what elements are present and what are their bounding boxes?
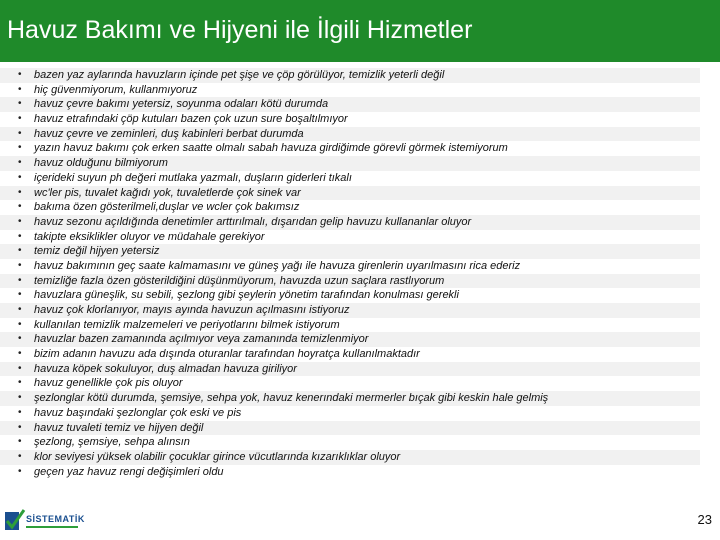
list-item — [0, 215, 700, 230]
page-number: 23 — [697, 512, 712, 527]
list-item — [0, 83, 700, 98]
slide-title: Havuz Bakımı ve Hijyeni ile İlgili Hizmetler — [7, 16, 473, 44]
list-item-text: takipte eksiklikler oluyor ve müdahale gerekiyor — [34, 230, 265, 243]
list-item-text: havuz başındaki şezlonglar çok eski ve pis — [34, 406, 242, 419]
logo-text: SİSTEMATİK — [26, 514, 85, 524]
list-item — [0, 435, 700, 450]
list-item — [0, 406, 700, 421]
bullet-icon: • — [18, 304, 22, 315]
list-item — [0, 362, 700, 377]
list-item — [0, 376, 700, 391]
list-item-text: şezlonglar kötü durumda, şemsiye, sehpa yok, havuz kenerındaki mermerler bıçak gibi keskin hale gelmiş — [34, 392, 549, 405]
list-item — [0, 127, 700, 142]
bullet-icon: • — [18, 113, 22, 125]
bullet-icon: • — [18, 333, 22, 345]
list-item-text: havuz etrafındaki çöp kutuları bazen çok uzun sure boşaltılmıyor — [34, 113, 348, 126]
list-item — [0, 347, 700, 362]
bullet-icon: • — [18, 69, 22, 80]
list-item — [0, 244, 700, 259]
bullet-icon: • — [18, 362, 22, 374]
sistematik-logo — [4, 506, 84, 536]
bullet-icon: • — [18, 142, 22, 154]
list-item-text: havuz çok klorlanıyor, mayıs ayında havuzun açılmasını istiyoruz — [34, 304, 350, 316]
list-item-text: wc'ler pis, tuvalet kağıdı yok, tuvaletlerde çok sinek var — [34, 186, 301, 199]
list-item-text: bizim adanın havuzu ada dışında oturanlar tarafından hoyratça kullanılmaktadır — [34, 348, 420, 361]
list-item-text: klor seviyesi yüksek olabilir çocuklar girince vücutlarında kızarıklıklar oluyor — [34, 450, 401, 463]
list-item-text: içerideki suyun ph değeri mutlaka yazmalı, duşların giderleri tıkalı — [34, 171, 352, 184]
list-item — [0, 156, 700, 171]
list-item-text: havuz çevre ve zeminleri, duş kabinleri berbat durumda — [34, 127, 304, 140]
list-item-text: bazen yaz aylarında havuzların içinde pet şişe ve çöp görülüyor, temizlik yeterli değil — [34, 69, 445, 81]
list-item-text: havuz bakımının geç saate kalmamasını ve güneş yağı ile havuza girenlerin uyarılmasını rica ederiz — [34, 259, 521, 272]
list-item — [0, 303, 700, 318]
bullet-icon: • — [18, 436, 22, 448]
list-item — [0, 200, 700, 215]
list-item-text: temiz değil hijyen yetersiz — [34, 245, 160, 258]
bullet-icon: • — [18, 392, 22, 404]
list-item — [0, 450, 700, 465]
bullet-icon: • — [18, 245, 22, 257]
logo-underline — [26, 526, 78, 528]
list-item — [0, 230, 700, 245]
bullet-list — [0, 68, 720, 479]
bullet-icon: • — [18, 230, 22, 242]
list-item-text: havuz çevre bakımı yetersiz, soyunma odaları kötü durumda — [34, 98, 329, 111]
bullet-icon: • — [18, 348, 22, 360]
bullet-icon: • — [18, 318, 22, 330]
bullet-icon: • — [18, 98, 22, 110]
bullet-icon: • — [18, 157, 22, 169]
check-mark-icon — [4, 508, 26, 534]
bullet-icon: • — [18, 83, 22, 95]
list-item — [0, 141, 700, 156]
list-item — [0, 259, 700, 274]
list-item-text: yazın havuz bakımı çok erken saatte olmalı sabah havuza girdiğimde görevli görmek istemiyorum — [34, 142, 508, 155]
list-item — [0, 68, 700, 83]
list-item — [0, 421, 700, 436]
list-item-text: havuzlara güneşlik, su sebili, şezlong gibi şeylerin yönetim tarafından konulması gerekli — [34, 289, 459, 302]
list-item-text: kullanılan temizlik malzemeleri ve periyotlarını bilmek istiyorum — [34, 318, 340, 331]
list-item-text: geçen yaz havuz rengi değişimleri oldu — [34, 465, 224, 478]
list-item-text: havuz tuvaleti temiz ve hijyen değil — [34, 421, 204, 434]
bullet-icon: • — [18, 259, 22, 271]
list-item-text: bakıma özen gösterilmeli,duşlar ve wcler çok bakımsız — [34, 201, 300, 214]
list-item-text: havuz genellikle çok pis oluyor — [34, 377, 183, 390]
list-item-text: havuzlar bazen zamanında açılmıyor veya zamanında temizlenmiyor — [34, 333, 369, 346]
list-item-text: şezlong, şemsiye, sehpa alınsın — [34, 436, 190, 449]
list-item — [0, 391, 700, 406]
bullet-icon: • — [18, 289, 22, 301]
title-bar — [0, 0, 720, 62]
list-item-text: hiç güvenmiyorum, kullanmıyoruz — [34, 83, 198, 96]
list-item — [0, 318, 700, 333]
list-item — [0, 97, 700, 112]
list-item — [0, 112, 700, 127]
bullet-icon: • — [18, 127, 22, 139]
list-item — [0, 171, 700, 186]
bullet-icon: • — [18, 465, 22, 477]
list-item-text: temizliğe fazla özen gösterildiğini düşünmüyorum, havuzda uzun saçlara rastlıyorum — [34, 274, 445, 287]
list-item-text: havuza köpek sokuluyor, duş almadan havuza giriliyor — [34, 362, 297, 375]
bullet-icon: • — [18, 186, 22, 198]
list-item — [0, 288, 700, 303]
bullet-icon: • — [18, 171, 22, 183]
bullet-icon: • — [18, 215, 22, 227]
bullet-icon: • — [18, 201, 22, 213]
list-item — [0, 186, 700, 201]
list-item — [0, 274, 700, 289]
list-item-text: havuz olduğunu bilmiyorum — [34, 157, 168, 170]
bullet-icon: • — [18, 421, 22, 433]
list-item-text: havuz sezonu açıldığında denetimler arttırılmalı, dışarıdan gelip havuzu kullananlar oluyor — [34, 215, 472, 228]
list-item — [0, 332, 700, 347]
bullet-icon: • — [18, 274, 22, 286]
bullet-icon: • — [18, 406, 22, 418]
bullet-icon: • — [18, 450, 22, 462]
slide-content — [0, 68, 720, 479]
bullet-icon: • — [18, 377, 22, 389]
list-item — [0, 465, 700, 480]
